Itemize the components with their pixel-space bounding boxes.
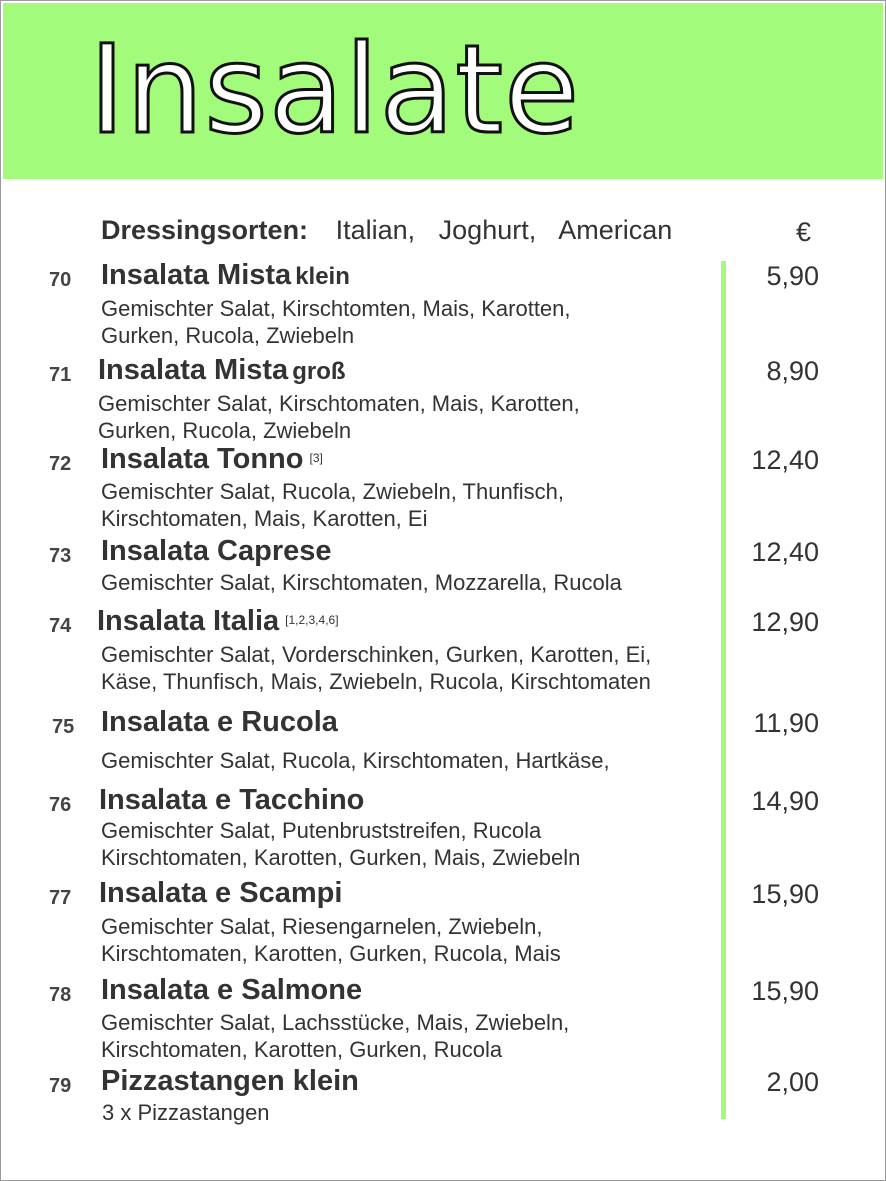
item-description-line: Gemischter Salat, Riesengarnelen, Zwiebeln, xyxy=(101,914,543,939)
item-number: 71 xyxy=(49,364,72,386)
item-price: 15,90 xyxy=(751,976,819,1006)
item-description-line: Käse, Thunfisch, Mais, Zwiebeln, Rucola, Kirschtomaten xyxy=(101,669,651,694)
item-number: 79 xyxy=(49,1075,72,1097)
item-size: groß xyxy=(292,358,346,385)
item-description-line: Gemischter Salat, Rucola, Zwiebeln, Thunfisch, xyxy=(101,479,565,504)
item-description-line: Kirschtomaten, Karotten, Gurken, Rucola xyxy=(101,1037,503,1062)
item-name-text: Insalata Tonno xyxy=(101,443,304,475)
item-number: 72 xyxy=(49,453,72,475)
item-description-line: Kirschtomaten, Mais, Karotten, Ei xyxy=(101,506,428,531)
item-size: klein xyxy=(295,263,350,290)
item-description-line: Kirschtomaten, Karotten, Gurken, Mais, Zwiebeln xyxy=(101,845,581,870)
item-description xyxy=(101,295,571,349)
item-number: 74 xyxy=(49,615,72,637)
item-number: 73 xyxy=(49,545,72,567)
item-name xyxy=(101,706,338,739)
dressing-option-joghurt: Joghurt, xyxy=(438,215,537,245)
item-name-text: Insalata e Tacchino xyxy=(99,784,365,816)
dressing-label: Dressingsorten: xyxy=(101,215,309,245)
item-description xyxy=(101,1009,569,1063)
item-description-line: Kirschtomaten, Karotten, Gurken, Rucola, Mais xyxy=(101,941,561,966)
item-price: 12,40 xyxy=(751,537,819,567)
item-name xyxy=(101,1065,359,1098)
item-description-line: Gemischter Salat, Vorderschinken, Gurken, Karotten, Ei, xyxy=(101,642,652,667)
item-price: 15,90 xyxy=(751,879,819,909)
item-price: 14,90 xyxy=(751,786,819,816)
item-name xyxy=(97,605,339,638)
item-name xyxy=(98,354,346,387)
item-name xyxy=(101,974,362,1007)
item-allergen-note: [1,2,3,4,6] xyxy=(285,613,339,627)
item-description-line: Gemischter Salat, Kirschtomaten, Mozzarella, Rucola xyxy=(101,570,622,595)
currency-symbol: € xyxy=(796,217,812,247)
item-description-line: Gurken, Rucola, Zwiebeln xyxy=(101,323,355,348)
item-name-text: Insalata e Scampi xyxy=(99,877,343,909)
item-name xyxy=(101,259,350,292)
item-name-text: Insalata Mista xyxy=(101,259,292,291)
item-allergen-note: [3] xyxy=(309,451,323,465)
page-title: Insalate xyxy=(89,19,581,161)
item-description-line: Gemischter Salat, Kirschtomten, Mais, Karotten, xyxy=(101,296,571,321)
header-banner xyxy=(3,3,883,179)
item-price: 8,90 xyxy=(766,356,819,386)
item-name-text: Insalata e Salmone xyxy=(101,974,363,1006)
item-price: 12,90 xyxy=(751,607,819,637)
dressing-option-italian: Italian, xyxy=(335,215,416,245)
item-number: 78 xyxy=(49,984,72,1006)
item-description xyxy=(101,569,622,596)
item-description-line: Gurken, Rucola, Zwiebeln xyxy=(98,418,352,443)
item-description xyxy=(101,478,564,532)
item-price: 2,00 xyxy=(766,1067,819,1097)
item-number: 76 xyxy=(49,794,72,816)
item-name-text: Insalata Italia xyxy=(97,605,280,637)
item-description xyxy=(98,390,580,444)
item-name-text: Insalata Caprese xyxy=(101,535,332,567)
item-description xyxy=(101,817,580,871)
item-description-line: 3 x Pizzastangen xyxy=(102,1100,270,1125)
item-description xyxy=(101,641,651,695)
item-name xyxy=(99,784,364,817)
dressing-options xyxy=(101,215,688,246)
item-description xyxy=(101,747,610,774)
item-name xyxy=(99,877,342,910)
item-description-line: Gemischter Salat, Lachsstücke, Mais, Zwiebeln, xyxy=(101,1010,570,1035)
item-name-text: Pizzastangen klein xyxy=(101,1065,359,1097)
price-column-divider xyxy=(721,261,726,1119)
item-number: 77 xyxy=(49,887,72,909)
item-name-text: Insalata e Rucola xyxy=(101,706,338,738)
item-name xyxy=(101,443,323,476)
item-description-line: Gemischter Salat, Rucola, Kirschtomaten, Hartkäse, xyxy=(101,748,610,773)
dressing-option-american: American xyxy=(558,215,673,245)
item-description xyxy=(102,1099,270,1126)
item-price: 11,90 xyxy=(753,708,819,738)
item-description-line: Gemischter Salat, Putenbruststreifen, Rucola xyxy=(101,818,542,843)
item-description-line: Gemischter Salat, Kirschtomaten, Mais, Karotten, xyxy=(98,391,580,416)
item-name-text: Insalata Mista xyxy=(98,354,289,386)
item-name xyxy=(101,535,332,568)
item-number: 75 xyxy=(52,716,75,738)
item-price: 5,90 xyxy=(766,261,819,291)
item-description xyxy=(101,913,561,967)
item-price: 12,40 xyxy=(751,445,819,475)
item-number: 70 xyxy=(49,269,72,291)
